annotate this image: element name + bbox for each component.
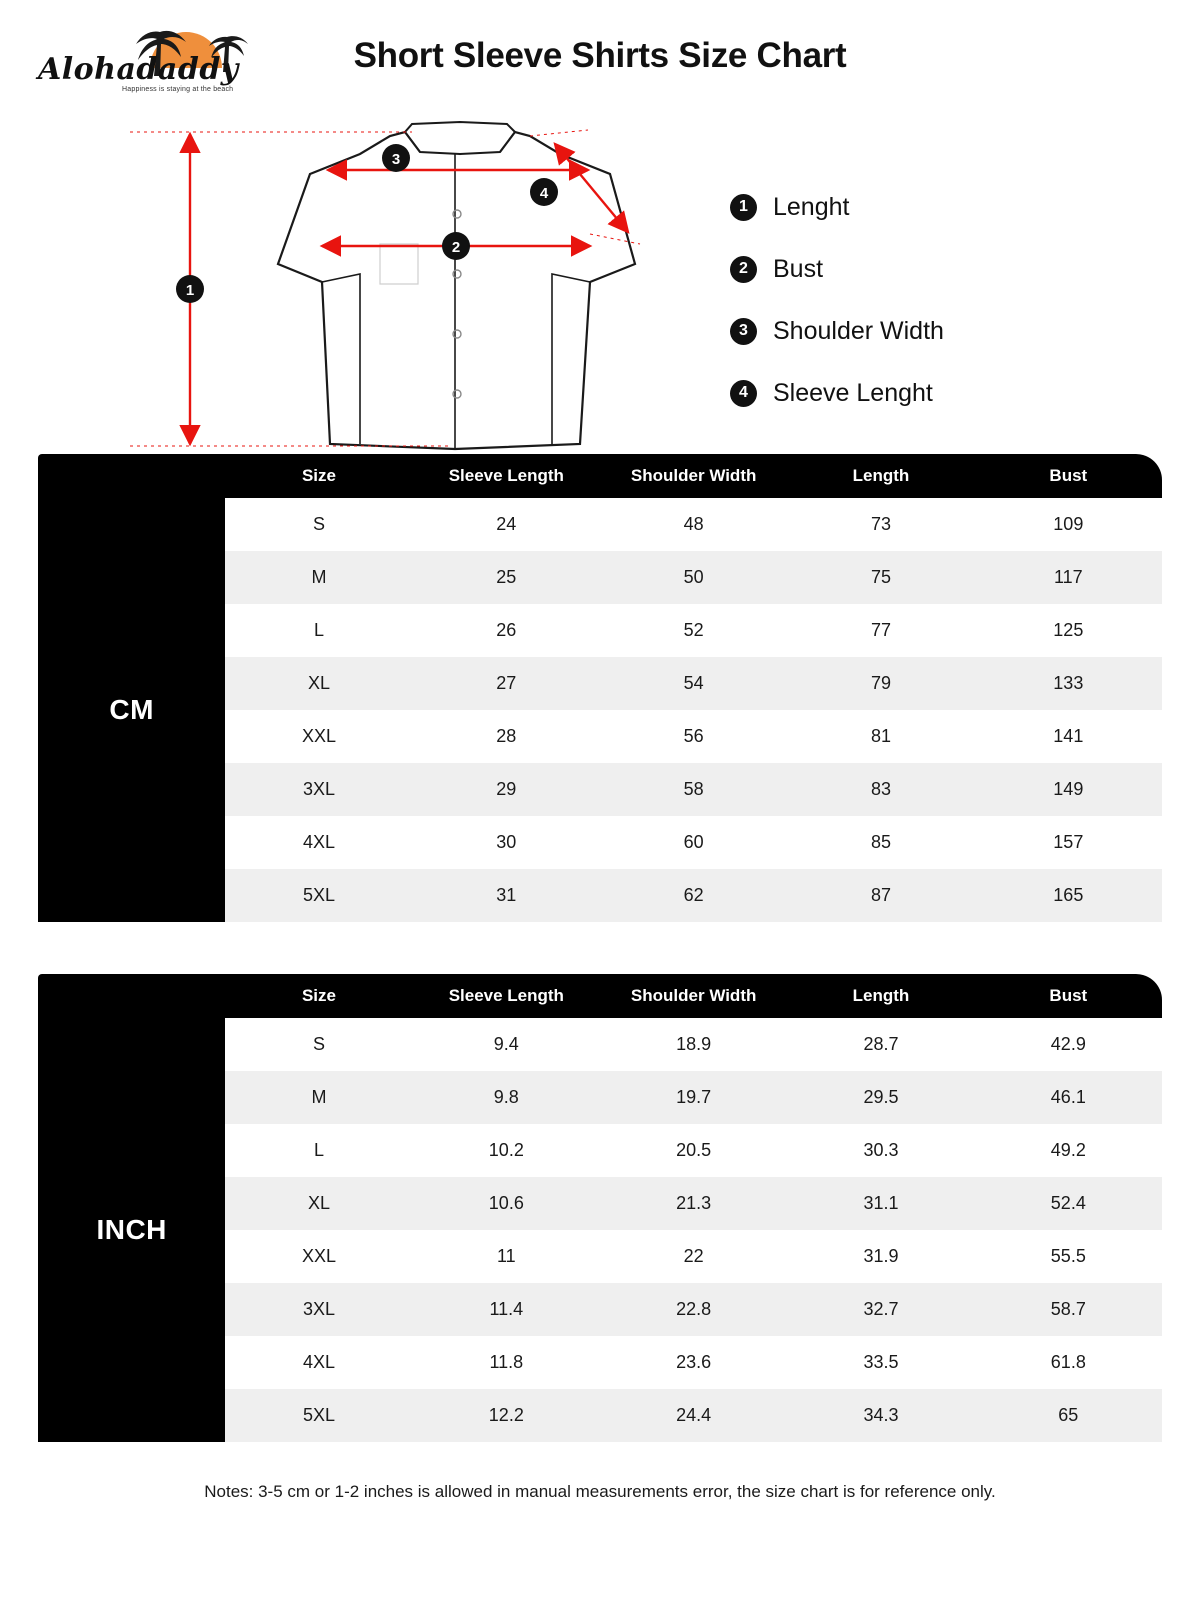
cell-sleeve-length: 26 [413, 604, 600, 657]
cell-sleeve-length: 11.8 [413, 1336, 600, 1389]
cell-size: 3XL [225, 763, 412, 816]
col-header-sleeve-length: Sleeve Length [413, 454, 600, 498]
cell-bust: 65 [975, 1389, 1162, 1442]
size-table-inch [38, 974, 1162, 1442]
cell-shoulder-width: 22.8 [600, 1283, 787, 1336]
cell-bust: 52.4 [975, 1177, 1162, 1230]
cell-shoulder-width: 62 [600, 869, 787, 922]
cell-size: XXL [225, 1230, 412, 1283]
cell-sleeve-length: 29 [413, 763, 600, 816]
cell-shoulder-width: 22 [600, 1230, 787, 1283]
cell-bust: 46.1 [975, 1071, 1162, 1124]
cell-size: 5XL [225, 869, 412, 922]
cell-size: 5XL [225, 1389, 412, 1442]
table-header-row-inch [38, 974, 1162, 1018]
cell-bust: 49.2 [975, 1124, 1162, 1177]
cell-length: 29.5 [787, 1071, 974, 1124]
cell-length: 32.7 [787, 1283, 974, 1336]
legend-bullet-2: 2 [730, 256, 757, 283]
cell-length: 85 [787, 816, 974, 869]
cell-size: 3XL [225, 1283, 412, 1336]
legend-label-length: Lenght [773, 192, 850, 221]
cell-size: 4XL [225, 816, 412, 869]
cell-shoulder-width: 60 [600, 816, 787, 869]
cell-sleeve-length: 30 [413, 816, 600, 869]
col-header-shoulder-width: Shoulder Width [600, 974, 787, 1018]
measurement-legend [730, 176, 944, 424]
cell-bust: 61.8 [975, 1336, 1162, 1389]
cell-length: 73 [787, 498, 974, 551]
cell-bust: 58.7 [975, 1283, 1162, 1336]
cell-shoulder-width: 48 [600, 498, 787, 551]
cell-shoulder-width: 58 [600, 763, 787, 816]
legend-item-length [730, 176, 944, 238]
shirt-illustration [60, 114, 760, 454]
cell-sleeve-length: 10.6 [413, 1177, 600, 1230]
legend-label-bust: Bust [773, 254, 824, 283]
svg-text:4: 4 [539, 185, 549, 202]
cell-bust: 149 [975, 763, 1162, 816]
cell-bust: 165 [975, 869, 1162, 922]
legend-bullet-4: 4 [730, 380, 757, 407]
table-header-row-cm [38, 454, 1162, 498]
notes-text: Notes: 3-5 cm or 1-2 inches is allowed in manual measurements error, the size chart is for reference only. [204, 1482, 996, 1501]
cell-shoulder-width: 23.6 [600, 1336, 787, 1389]
cell-shoulder-width: 50 [600, 551, 787, 604]
cell-size: XL [225, 657, 412, 710]
cell-length: 75 [787, 551, 974, 604]
cell-shoulder-width: 24.4 [600, 1389, 787, 1442]
cell-shoulder-width: 54 [600, 657, 787, 710]
cell-sleeve-length: 28 [413, 710, 600, 763]
size-table-inch-wrap [38, 974, 1162, 1442]
cell-length: 31.1 [787, 1177, 974, 1230]
legend-label-sleeve-length: Sleeve Lenght [773, 378, 933, 407]
cell-shoulder-width: 18.9 [600, 1018, 787, 1071]
svg-text:2: 2 [451, 239, 461, 256]
brand-tagline: Happiness is staying at the beach [122, 86, 234, 93]
legend-bullet-1: 1 [730, 194, 757, 221]
cell-size: M [225, 1071, 412, 1124]
col-header-sleeve-length: Sleeve Length [413, 974, 600, 1018]
unit-label-inch: INCH [38, 1018, 225, 1442]
cell-size: L [225, 1124, 412, 1177]
cell-sleeve-length: 12.2 [413, 1389, 600, 1442]
cell-length: 34.3 [787, 1389, 974, 1442]
cell-length: 87 [787, 869, 974, 922]
cell-length: 31.9 [787, 1230, 974, 1283]
cell-sleeve-length: 31 [413, 869, 600, 922]
brand-name: Alohadaddy [38, 52, 239, 87]
cell-sleeve-length: 9.8 [413, 1071, 600, 1124]
cell-bust: 125 [975, 604, 1162, 657]
legend-bullet-3: 3 [730, 318, 757, 345]
legend-item-bust [730, 238, 944, 300]
cell-length: 83 [787, 763, 974, 816]
cell-length: 33.5 [787, 1336, 974, 1389]
col-header-length: Length [787, 974, 974, 1018]
unit-header-cm [38, 454, 225, 498]
cell-shoulder-width: 52 [600, 604, 787, 657]
cell-size: XL [225, 1177, 412, 1230]
col-header-size: Size [225, 974, 412, 1018]
cell-length: 77 [787, 604, 974, 657]
cell-shoulder-width: 56 [600, 710, 787, 763]
size-table-cm [38, 454, 1162, 922]
cell-length: 81 [787, 710, 974, 763]
cell-length: 28.7 [787, 1018, 974, 1071]
col-header-bust: Bust [975, 974, 1162, 1018]
svg-text:3: 3 [391, 151, 401, 168]
cell-sleeve-length: 10.2 [413, 1124, 600, 1177]
cell-sleeve-length: 11.4 [413, 1283, 600, 1336]
legend-item-sleeve-length [730, 362, 944, 424]
cell-sleeve-length: 24 [413, 498, 600, 551]
cell-bust: 55.5 [975, 1230, 1162, 1283]
cell-size: S [225, 1018, 412, 1071]
table-row [38, 498, 1162, 551]
cell-length: 79 [787, 657, 974, 710]
cell-sleeve-length: 27 [413, 657, 600, 710]
cell-size: M [225, 551, 412, 604]
cell-shoulder-width: 21.3 [600, 1177, 787, 1230]
col-header-length: Length [787, 454, 974, 498]
cell-bust: 117 [975, 551, 1162, 604]
col-header-size: Size [225, 454, 412, 498]
cell-bust: 157 [975, 816, 1162, 869]
cell-sleeve-length: 9.4 [413, 1018, 600, 1071]
size-table-cm-wrap [38, 454, 1162, 922]
cell-sleeve-length: 25 [413, 551, 600, 604]
cell-bust: 109 [975, 498, 1162, 551]
col-header-shoulder-width: Shoulder Width [600, 454, 787, 498]
cell-shoulder-width: 19.7 [600, 1071, 787, 1124]
cell-size: L [225, 604, 412, 657]
cell-bust: 133 [975, 657, 1162, 710]
shirt-measurement-diagram [0, 114, 1200, 454]
table-row [38, 1018, 1162, 1071]
table-spacer [0, 922, 1200, 974]
col-header-bust: Bust [975, 454, 1162, 498]
cell-shoulder-width: 20.5 [600, 1124, 787, 1177]
cell-sleeve-length: 11 [413, 1230, 600, 1283]
unit-label-cm: CM [38, 498, 225, 922]
cell-size: XXL [225, 710, 412, 763]
cell-bust: 141 [975, 710, 1162, 763]
unit-header-inch [38, 974, 225, 1018]
cell-size: 4XL [225, 1336, 412, 1389]
page-header [0, 0, 1200, 112]
cell-size: S [225, 498, 412, 551]
legend-item-shoulder-width [730, 300, 944, 362]
svg-text:1: 1 [185, 282, 195, 299]
cell-length: 30.3 [787, 1124, 974, 1177]
legend-label-shoulder-width: Shoulder Width [773, 316, 944, 345]
cell-bust: 42.9 [975, 1018, 1162, 1071]
page-title: Short Sleeve Shirts Size Chart [353, 36, 847, 75]
